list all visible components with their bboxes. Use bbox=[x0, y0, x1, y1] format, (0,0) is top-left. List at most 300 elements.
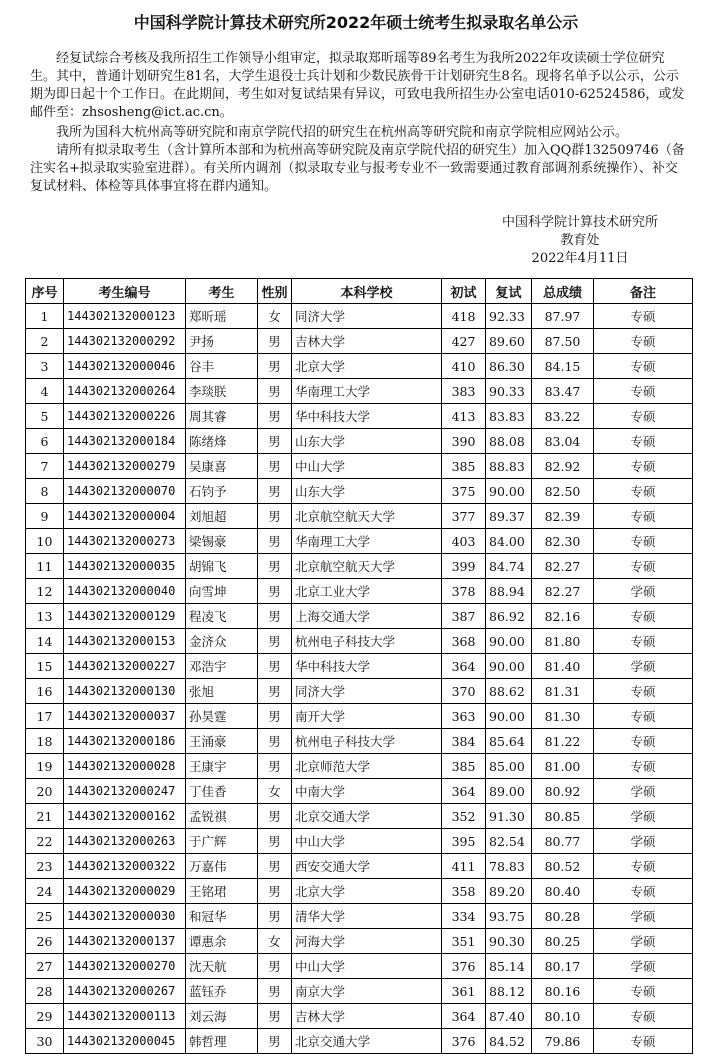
cell-retest-score: 90.30 bbox=[486, 929, 532, 954]
cell-gender: 男 bbox=[258, 629, 292, 654]
cell-index: 4 bbox=[26, 379, 64, 404]
cell-exam-id: 144302132000123 bbox=[64, 304, 186, 329]
cell-gender: 男 bbox=[258, 1004, 292, 1029]
cell-remark: 专硕 bbox=[594, 329, 693, 354]
cell-name: 谷丰 bbox=[186, 354, 258, 379]
cell-retest-score: 84.52 bbox=[486, 1029, 532, 1054]
table-row bbox=[26, 454, 693, 479]
cell-school: 北京航空航天大学 bbox=[292, 554, 442, 579]
cell-exam-id: 144302132000045 bbox=[64, 1029, 186, 1054]
cell-initial-score: 410 bbox=[442, 354, 486, 379]
cell-total-score: 80.16 bbox=[532, 979, 594, 1004]
cell-retest-score: 88.83 bbox=[486, 454, 532, 479]
cell-initial-score: 383 bbox=[442, 379, 486, 404]
cell-retest-score: 89.00 bbox=[486, 779, 532, 804]
cell-retest-score: 86.92 bbox=[486, 604, 532, 629]
cell-index: 22 bbox=[26, 829, 64, 854]
qq-group-paragraph: 请所有拟录取考生（含计算所本部和为杭州高等研究院及南京学院代招的研究生）加入QQ群132509746（备注实名+拟录取实验室进群）。有关所内调剂（拟录取专业与报考专业不一致需要通过教育部调剂系统操作）、补交复试材料、体检等具体事宜将在群内通知。 bbox=[30, 143, 685, 194]
cell-total-score: 82.92 bbox=[532, 454, 594, 479]
cell-name: 郑昕瑶 bbox=[186, 304, 258, 329]
table-row bbox=[26, 354, 693, 379]
cell-exam-id: 144302132000263 bbox=[64, 829, 186, 854]
cell-school: 上海交通大学 bbox=[292, 604, 442, 629]
admission-table bbox=[25, 278, 693, 1054]
cell-gender: 男 bbox=[258, 954, 292, 979]
cell-index: 12 bbox=[26, 579, 64, 604]
cell-index: 25 bbox=[26, 904, 64, 929]
cell-remark: 专硕 bbox=[594, 404, 693, 429]
cell-total-score: 87.50 bbox=[532, 329, 594, 354]
cell-remark: 专硕 bbox=[594, 604, 693, 629]
cell-school: 同济大学 bbox=[292, 304, 442, 329]
cell-name: 谭惠余 bbox=[186, 929, 258, 954]
cell-remark: 专硕 bbox=[594, 479, 693, 504]
cell-exam-id: 144302132000046 bbox=[64, 354, 186, 379]
cell-name: 周其睿 bbox=[186, 404, 258, 429]
cell-remark: 专硕 bbox=[594, 304, 693, 329]
cell-total-score: 84.15 bbox=[532, 354, 594, 379]
col-header-total-score: 总成绩 bbox=[532, 279, 594, 304]
cell-school: 南开大学 bbox=[292, 704, 442, 729]
table-row bbox=[26, 904, 693, 929]
cell-index: 20 bbox=[26, 779, 64, 804]
cell-initial-score: 376 bbox=[442, 1029, 486, 1054]
cell-school: 杭州电子科技大学 bbox=[292, 729, 442, 754]
table-row bbox=[26, 404, 693, 429]
cell-school: 北京大学 bbox=[292, 354, 442, 379]
cell-gender: 男 bbox=[258, 1029, 292, 1054]
table-row bbox=[26, 679, 693, 704]
cell-name: 沈天航 bbox=[186, 954, 258, 979]
cell-remark: 专硕 bbox=[594, 754, 693, 779]
cell-school: 清华大学 bbox=[292, 904, 442, 929]
signature-org: 中国科学院计算技术研究所 bbox=[501, 215, 658, 230]
cell-name: 王铭珺 bbox=[186, 879, 258, 904]
cell-retest-score: 89.37 bbox=[486, 504, 532, 529]
cell-initial-score: 395 bbox=[442, 829, 486, 854]
cell-name: 张旭 bbox=[186, 679, 258, 704]
cell-school: 北京交通大学 bbox=[292, 804, 442, 829]
table-row bbox=[26, 729, 693, 754]
col-header-initial-score: 初试 bbox=[442, 279, 486, 304]
cell-gender: 男 bbox=[258, 829, 292, 854]
cell-retest-score: 93.75 bbox=[486, 904, 532, 929]
cell-exam-id: 144302132000322 bbox=[64, 854, 186, 879]
cell-gender: 男 bbox=[258, 879, 292, 904]
cell-total-score: 80.77 bbox=[532, 829, 594, 854]
cell-name: 金济众 bbox=[186, 629, 258, 654]
cell-remark: 专硕 bbox=[594, 1004, 693, 1029]
cell-gender: 男 bbox=[258, 379, 292, 404]
table-row bbox=[26, 604, 693, 629]
cell-retest-score: 88.94 bbox=[486, 579, 532, 604]
cell-exam-id: 144302132000130 bbox=[64, 679, 186, 704]
cell-index: 14 bbox=[26, 629, 64, 654]
cell-exam-id: 144302132000029 bbox=[64, 879, 186, 904]
cell-index: 7 bbox=[26, 454, 64, 479]
table-row bbox=[26, 804, 693, 829]
table-row bbox=[26, 579, 693, 604]
cell-name: 刘旭超 bbox=[186, 504, 258, 529]
cell-school: 北京师范大学 bbox=[292, 754, 442, 779]
cell-school: 华南理工大学 bbox=[292, 529, 442, 554]
cell-remark: 学硕 bbox=[594, 929, 693, 954]
cell-exam-id: 144302132000030 bbox=[64, 904, 186, 929]
cell-exam-id: 144302132000070 bbox=[64, 479, 186, 504]
cell-gender: 男 bbox=[258, 429, 292, 454]
table-row bbox=[26, 879, 693, 904]
cell-retest-score: 78.83 bbox=[486, 854, 532, 879]
cell-retest-score: 91.30 bbox=[486, 804, 532, 829]
cell-retest-score: 85.64 bbox=[486, 729, 532, 754]
cell-total-score: 82.50 bbox=[532, 479, 594, 504]
cell-total-score: 83.22 bbox=[532, 404, 594, 429]
cell-initial-score: 403 bbox=[442, 529, 486, 554]
cell-initial-score: 427 bbox=[442, 329, 486, 354]
cell-initial-score: 364 bbox=[442, 654, 486, 679]
col-header-school: 本科学校 bbox=[292, 279, 442, 304]
cell-gender: 男 bbox=[258, 679, 292, 704]
cell-name: 向雪坤 bbox=[186, 579, 258, 604]
cell-index: 27 bbox=[26, 954, 64, 979]
notice-paragraph: 我所为国科大杭州高等研究院和南京学院代招的研究生在杭州高等研究院和南京学院相应网站公示。 bbox=[56, 125, 629, 140]
cell-total-score: 81.40 bbox=[532, 654, 594, 679]
cell-school: 杭州电子科技大学 bbox=[292, 629, 442, 654]
cell-remark: 专硕 bbox=[594, 529, 693, 554]
cell-retest-score: 84.00 bbox=[486, 529, 532, 554]
table-row bbox=[26, 929, 693, 954]
col-header-index: 序号 bbox=[26, 279, 64, 304]
cell-gender: 男 bbox=[258, 904, 292, 929]
table-row bbox=[26, 754, 693, 779]
table-row bbox=[26, 1029, 693, 1054]
cell-total-score: 80.17 bbox=[532, 954, 594, 979]
table-body bbox=[26, 304, 693, 1054]
cell-retest-score: 86.30 bbox=[486, 354, 532, 379]
cell-school: 华中科技大学 bbox=[292, 654, 442, 679]
cell-name: 李琰朕 bbox=[186, 379, 258, 404]
cell-exam-id: 144302132000129 bbox=[64, 604, 186, 629]
cell-gender: 男 bbox=[258, 404, 292, 429]
cell-exam-id: 144302132000113 bbox=[64, 1004, 186, 1029]
cell-total-score: 83.47 bbox=[532, 379, 594, 404]
col-header-retest-score: 复试 bbox=[486, 279, 532, 304]
cell-remark: 学硕 bbox=[594, 579, 693, 604]
cell-gender: 男 bbox=[258, 479, 292, 504]
cell-index: 29 bbox=[26, 1004, 64, 1029]
cell-initial-score: 376 bbox=[442, 954, 486, 979]
table-row bbox=[26, 629, 693, 654]
cell-index: 16 bbox=[26, 679, 64, 704]
cell-total-score: 80.10 bbox=[532, 1004, 594, 1029]
col-header-exam-id: 考生编号 bbox=[64, 279, 186, 304]
cell-total-score: 82.30 bbox=[532, 529, 594, 554]
cell-initial-score: 361 bbox=[442, 979, 486, 1004]
cell-remark: 学硕 bbox=[594, 829, 693, 854]
cell-exam-id: 144302132000035 bbox=[64, 554, 186, 579]
cell-index: 30 bbox=[26, 1029, 64, 1054]
cell-name: 王康宇 bbox=[186, 754, 258, 779]
cell-retest-score: 82.54 bbox=[486, 829, 532, 854]
cell-index: 13 bbox=[26, 604, 64, 629]
cell-index: 9 bbox=[26, 504, 64, 529]
cell-retest-score: 90.00 bbox=[486, 479, 532, 504]
cell-school: 吉林大学 bbox=[292, 1004, 442, 1029]
cell-remark: 学硕 bbox=[594, 779, 693, 804]
cell-exam-id: 144302132000153 bbox=[64, 629, 186, 654]
cell-index: 26 bbox=[26, 929, 64, 954]
cell-exam-id: 144302132000264 bbox=[64, 379, 186, 404]
cell-total-score: 80.40 bbox=[532, 879, 594, 904]
cell-name: 程凌飞 bbox=[186, 604, 258, 629]
cell-initial-score: 352 bbox=[442, 804, 486, 829]
cell-exam-id: 144302132000137 bbox=[64, 929, 186, 954]
cell-remark: 学硕 bbox=[594, 954, 693, 979]
cell-remark: 专硕 bbox=[594, 554, 693, 579]
cell-initial-score: 358 bbox=[442, 879, 486, 904]
cell-name: 邓浩宇 bbox=[186, 654, 258, 679]
cell-remark: 学硕 bbox=[594, 804, 693, 829]
table-row bbox=[26, 779, 693, 804]
cell-school: 北京工业大学 bbox=[292, 579, 442, 604]
col-header-remark: 备注 bbox=[594, 279, 693, 304]
cell-retest-score: 88.62 bbox=[486, 679, 532, 704]
cell-name: 刘云海 bbox=[186, 1004, 258, 1029]
cell-school: 河海大学 bbox=[292, 929, 442, 954]
cell-gender: 女 bbox=[258, 304, 292, 329]
cell-gender: 男 bbox=[258, 579, 292, 604]
cell-retest-score: 90.33 bbox=[486, 379, 532, 404]
cell-gender: 男 bbox=[258, 654, 292, 679]
cell-retest-score: 85.00 bbox=[486, 754, 532, 779]
cell-index: 8 bbox=[26, 479, 64, 504]
cell-total-score: 82.27 bbox=[532, 554, 594, 579]
cell-name: 蓝钰乔 bbox=[186, 979, 258, 1004]
cell-retest-score: 90.00 bbox=[486, 629, 532, 654]
table-row bbox=[26, 704, 693, 729]
table-row bbox=[26, 829, 693, 854]
cell-index: 21 bbox=[26, 804, 64, 829]
cell-school: 华南理工大学 bbox=[292, 379, 442, 404]
cell-school: 北京大学 bbox=[292, 879, 442, 904]
cell-gender: 男 bbox=[258, 854, 292, 879]
table-row bbox=[26, 379, 693, 404]
cell-index: 5 bbox=[26, 404, 64, 429]
cell-exam-id: 144302132000040 bbox=[64, 579, 186, 604]
cell-remark: 专硕 bbox=[594, 879, 693, 904]
cell-index: 23 bbox=[26, 854, 64, 879]
cell-initial-score: 390 bbox=[442, 429, 486, 454]
cell-exam-id: 144302132000279 bbox=[64, 454, 186, 479]
cell-gender: 男 bbox=[258, 604, 292, 629]
cell-initial-score: 370 bbox=[442, 679, 486, 704]
cell-index: 28 bbox=[26, 979, 64, 1004]
cell-exam-id: 144302132000028 bbox=[64, 754, 186, 779]
cell-exam-id: 144302132000037 bbox=[64, 704, 186, 729]
cell-school: 北京航空航天大学 bbox=[292, 504, 442, 529]
cell-gender: 男 bbox=[258, 704, 292, 729]
cell-total-score: 79.86 bbox=[532, 1029, 594, 1054]
cell-name: 韩哲理 bbox=[186, 1029, 258, 1054]
cell-initial-score: 334 bbox=[442, 904, 486, 929]
cell-total-score: 83.04 bbox=[532, 429, 594, 454]
cell-total-score: 80.52 bbox=[532, 854, 594, 879]
cell-index: 6 bbox=[26, 429, 64, 454]
col-header-name: 考生 bbox=[186, 279, 258, 304]
page-title: 中国科学院计算技术研究所2022年硕士统考生拟录取名单公示 bbox=[133, 13, 579, 32]
table-row bbox=[26, 1004, 693, 1029]
cell-name: 王涌豪 bbox=[186, 729, 258, 754]
cell-school: 山东大学 bbox=[292, 479, 442, 504]
cell-gender: 男 bbox=[258, 554, 292, 579]
cell-retest-score: 88.12 bbox=[486, 979, 532, 1004]
cell-name: 于广辉 bbox=[186, 829, 258, 854]
cell-initial-score: 364 bbox=[442, 1004, 486, 1029]
cell-initial-score: 399 bbox=[442, 554, 486, 579]
cell-initial-score: 413 bbox=[442, 404, 486, 429]
table-row bbox=[26, 429, 693, 454]
cell-total-score: 80.25 bbox=[532, 929, 594, 954]
cell-remark: 专硕 bbox=[594, 629, 693, 654]
table-row bbox=[26, 654, 693, 679]
cell-gender: 男 bbox=[258, 329, 292, 354]
table-row bbox=[26, 479, 693, 504]
cell-index: 1 bbox=[26, 304, 64, 329]
cell-gender: 男 bbox=[258, 504, 292, 529]
cell-total-score: 81.31 bbox=[532, 679, 594, 704]
cell-initial-score: 375 bbox=[442, 479, 486, 504]
cell-remark: 专硕 bbox=[594, 454, 693, 479]
cell-initial-score: 385 bbox=[442, 454, 486, 479]
cell-total-score: 82.39 bbox=[532, 504, 594, 529]
cell-retest-score: 84.74 bbox=[486, 554, 532, 579]
cell-gender: 男 bbox=[258, 729, 292, 754]
table-row bbox=[26, 954, 693, 979]
cell-index: 19 bbox=[26, 754, 64, 779]
table-row bbox=[26, 329, 693, 354]
cell-remark: 专硕 bbox=[594, 429, 693, 454]
cell-total-score: 87.97 bbox=[532, 304, 594, 329]
cell-total-score: 82.16 bbox=[532, 604, 594, 629]
cell-remark: 专硕 bbox=[594, 354, 693, 379]
cell-name: 和冠华 bbox=[186, 904, 258, 929]
cell-initial-score: 351 bbox=[442, 929, 486, 954]
cell-index: 2 bbox=[26, 329, 64, 354]
cell-remark: 专硕 bbox=[594, 979, 693, 1004]
cell-name: 石钧予 bbox=[186, 479, 258, 504]
cell-name: 吴康喜 bbox=[186, 454, 258, 479]
cell-total-score: 81.30 bbox=[532, 704, 594, 729]
cell-exam-id: 144302132000273 bbox=[64, 529, 186, 554]
cell-exam-id: 144302132000270 bbox=[64, 954, 186, 979]
cell-initial-score: 378 bbox=[442, 579, 486, 604]
cell-school: 北京交通大学 bbox=[292, 1029, 442, 1054]
cell-exam-id: 144302132000162 bbox=[64, 804, 186, 829]
cell-retest-score: 85.14 bbox=[486, 954, 532, 979]
cell-retest-score: 90.00 bbox=[486, 654, 532, 679]
cell-initial-score: 384 bbox=[442, 729, 486, 754]
cell-remark: 专硕 bbox=[594, 504, 693, 529]
cell-total-score: 81.22 bbox=[532, 729, 594, 754]
cell-exam-id: 144302132000004 bbox=[64, 504, 186, 529]
cell-exam-id: 144302132000292 bbox=[64, 329, 186, 354]
cell-school: 南京大学 bbox=[292, 979, 442, 1004]
table-row bbox=[26, 554, 693, 579]
cell-name: 尹扬 bbox=[186, 329, 258, 354]
table-row bbox=[26, 979, 693, 1004]
cell-initial-score: 368 bbox=[442, 629, 486, 654]
table-row bbox=[26, 529, 693, 554]
cell-name: 万嘉伟 bbox=[186, 854, 258, 879]
table-row bbox=[26, 304, 693, 329]
cell-gender: 女 bbox=[258, 929, 292, 954]
cell-retest-score: 90.00 bbox=[486, 704, 532, 729]
table-row bbox=[26, 504, 693, 529]
cell-retest-score: 87.40 bbox=[486, 1004, 532, 1029]
cell-school: 中南大学 bbox=[292, 779, 442, 804]
cell-gender: 男 bbox=[258, 529, 292, 554]
cell-initial-score: 411 bbox=[442, 854, 486, 879]
cell-remark: 专硕 bbox=[594, 379, 693, 404]
cell-gender: 男 bbox=[258, 454, 292, 479]
cell-index: 15 bbox=[26, 654, 64, 679]
cell-initial-score: 385 bbox=[442, 754, 486, 779]
cell-retest-score: 92.33 bbox=[486, 304, 532, 329]
cell-index: 18 bbox=[26, 729, 64, 754]
cell-initial-score: 418 bbox=[442, 304, 486, 329]
cell-index: 17 bbox=[26, 704, 64, 729]
cell-school: 中山大学 bbox=[292, 954, 442, 979]
signature-dept: 教育处 bbox=[560, 233, 600, 248]
cell-school: 中山大学 bbox=[292, 829, 442, 854]
cell-name: 梁锡豪 bbox=[186, 529, 258, 554]
cell-retest-score: 88.08 bbox=[486, 429, 532, 454]
cell-total-score: 80.92 bbox=[532, 779, 594, 804]
cell-exam-id: 144302132000184 bbox=[64, 429, 186, 454]
cell-index: 10 bbox=[26, 529, 64, 554]
cell-remark: 专硕 bbox=[594, 679, 693, 704]
cell-gender: 男 bbox=[258, 804, 292, 829]
cell-school: 同济大学 bbox=[292, 679, 442, 704]
cell-gender: 女 bbox=[258, 779, 292, 804]
cell-initial-score: 377 bbox=[442, 504, 486, 529]
cell-total-score: 80.85 bbox=[532, 804, 594, 829]
table-header-row bbox=[26, 279, 693, 304]
cell-school: 西安交通大学 bbox=[292, 854, 442, 879]
signature-block bbox=[470, 214, 690, 268]
cell-total-score: 82.27 bbox=[532, 579, 594, 604]
cell-gender: 男 bbox=[258, 754, 292, 779]
cell-remark: 学硕 bbox=[594, 904, 693, 929]
cell-retest-score: 89.20 bbox=[486, 879, 532, 904]
cell-name: 胡锦飞 bbox=[186, 554, 258, 579]
cell-name: 丁佳香 bbox=[186, 779, 258, 804]
cell-exam-id: 144302132000227 bbox=[64, 654, 186, 679]
cell-index: 3 bbox=[26, 354, 64, 379]
cell-gender: 男 bbox=[258, 979, 292, 1004]
cell-total-score: 81.80 bbox=[532, 629, 594, 654]
cell-remark: 专硕 bbox=[594, 1029, 693, 1054]
cell-name: 孙昊霆 bbox=[186, 704, 258, 729]
cell-school: 中山大学 bbox=[292, 454, 442, 479]
cell-remark: 学硕 bbox=[594, 654, 693, 679]
cell-school: 山东大学 bbox=[292, 429, 442, 454]
cell-exam-id: 144302132000247 bbox=[64, 779, 186, 804]
cell-exam-id: 144302132000267 bbox=[64, 979, 186, 1004]
cell-exam-id: 144302132000226 bbox=[64, 404, 186, 429]
cell-school: 吉林大学 bbox=[292, 329, 442, 354]
table-row bbox=[26, 854, 693, 879]
